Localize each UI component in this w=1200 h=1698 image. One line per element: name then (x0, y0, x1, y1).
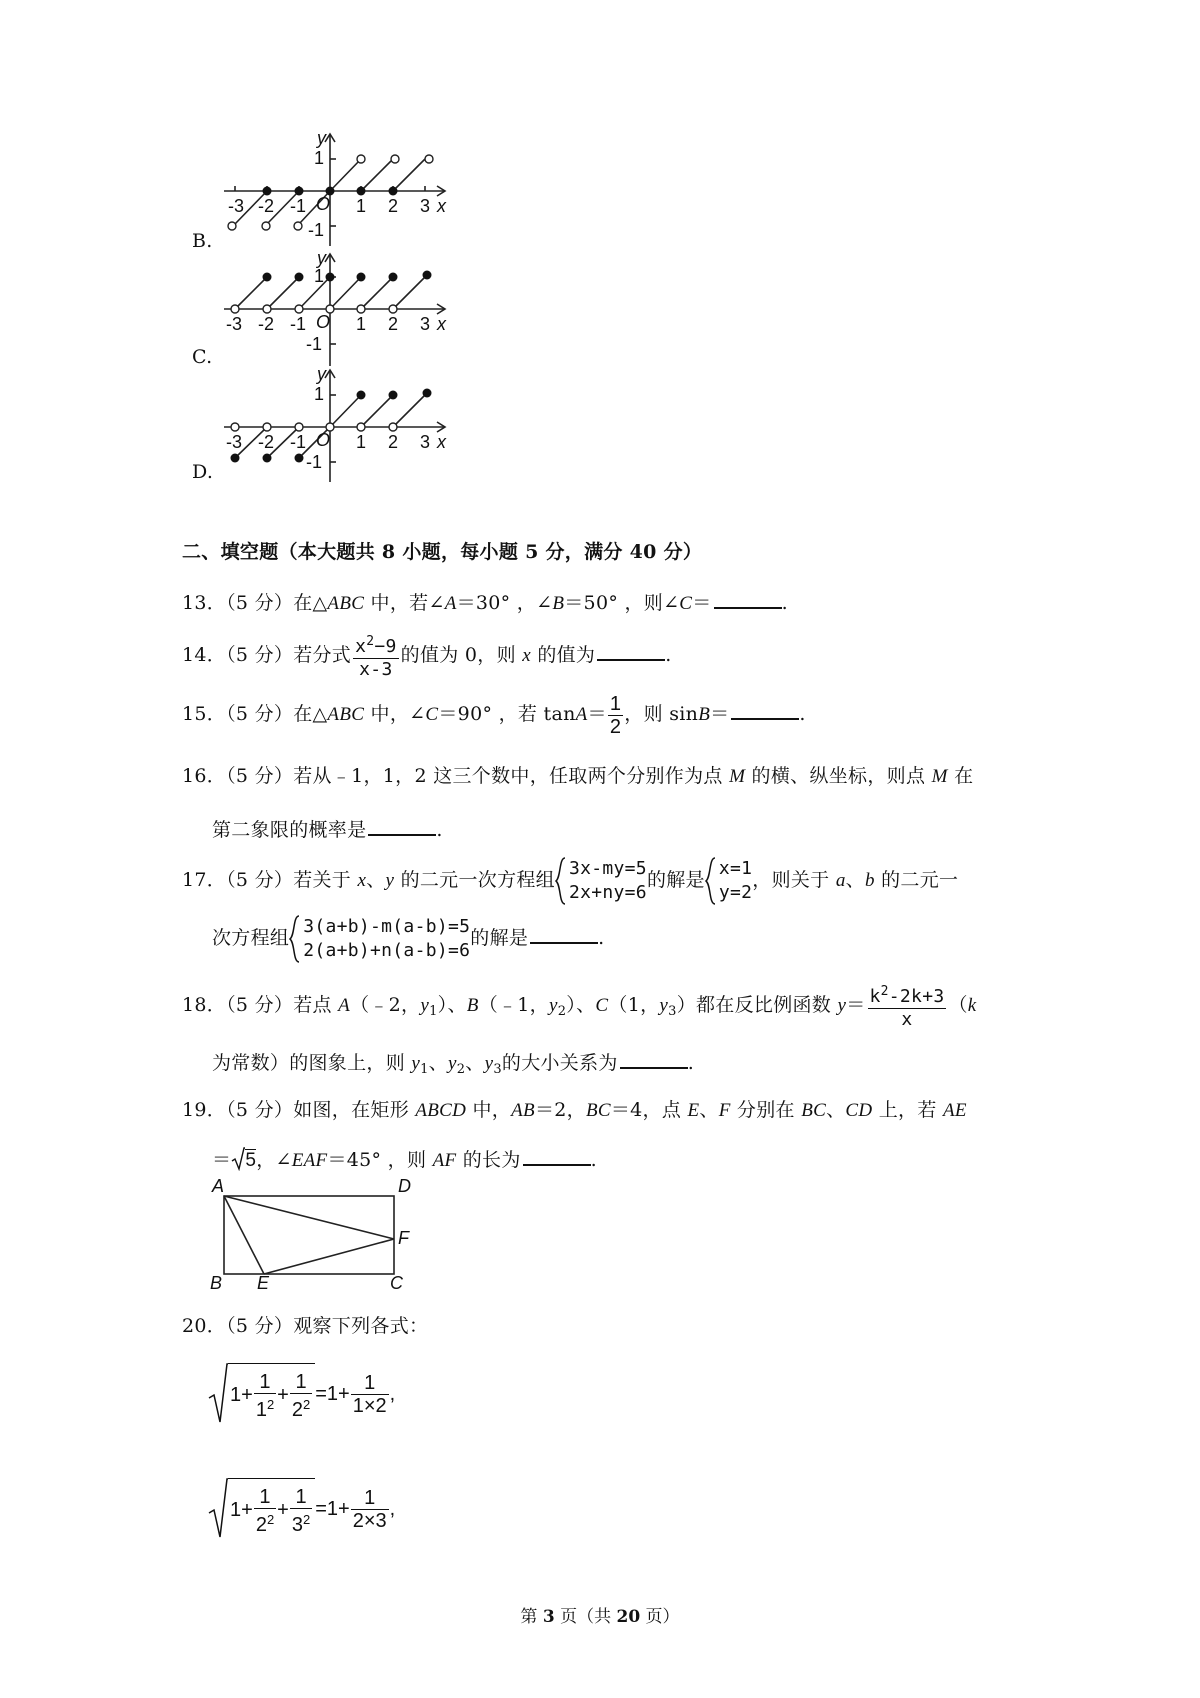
origin-label: O (316, 430, 331, 450)
section-title: 二、填空题（本大题共 8 小题，每小题 5 分，满分 40 分） (182, 541, 703, 563)
question-13: 13．（5 分）在△ABC 中，若∠A＝30° ，∠B＝50° ，则∠C＝ . (182, 585, 788, 618)
origin-label: O (316, 194, 331, 214)
y-tick-neg-one: -1 (306, 452, 323, 472)
rectangle-figure (200, 1175, 420, 1293)
fraction: $\frac{k^2-2k+3}{x}$ (868, 981, 947, 1031)
origin-label: O (316, 312, 331, 332)
answer-blank (620, 1045, 688, 1069)
y-tick-one: 1 (314, 266, 325, 286)
answer-blank (523, 1142, 591, 1166)
vertex-f-label: F (398, 1228, 409, 1248)
tick-label: 2 (388, 432, 399, 452)
tick-label: -1 (290, 196, 307, 216)
question-16-line-1: 16．（5 分）若从﹣1，1，2 这三个数中，任取两个分别作为点 M 的横、纵坐标，则点 M 在 (182, 765, 974, 787)
question-16-line-2: 第二象限的概率是 . (212, 812, 443, 844)
question-20: 20．（5 分）观察下列各式： (182, 1315, 429, 1337)
tick-label: -3 (226, 432, 243, 452)
answer-blank (731, 696, 799, 720)
formula-2: 1+ $\frac{1}{2^2}$ + $\frac{1}{3^2}$ =1+ $\frac{1}{2\times 3}$ , (208, 1477, 395, 1541)
tick-label: -1 (290, 314, 307, 334)
tick-label: -3 (226, 314, 243, 334)
question-17-line-1: 17．（5 分）若关于 x、y 的二元一次方程组 3x-my=5 2x+ny=6 的解是 x=1 y=2 ，则关于 a、b 的二元一 (182, 858, 959, 903)
y-tick-one: 1 (314, 148, 325, 168)
tick-label: -2 (258, 314, 275, 334)
tick-label: 1 (356, 196, 367, 216)
x-axis-label: x (437, 196, 446, 216)
tick-label: -3 (228, 196, 245, 216)
tick-label: 3 (420, 432, 431, 452)
question-14: 14．（5 分）若分式 $\frac{x^2-9}{x-3}$ 的值为 0，则 x 的值为 . (182, 630, 672, 680)
vertex-b-label: B (210, 1273, 223, 1293)
vertex-a-label: A (212, 1176, 225, 1196)
question-18-line-1: 18．（5 分）若点 A（﹣2，$y_1$）、B（﹣1，$y_2$）、C（1，$y_3$）都在反比例函数 y＝ $\frac{k^2-2k+3}{x}$ （k (182, 980, 977, 1030)
fraction: $\frac{x^2-9}{x-3}$ (353, 631, 399, 681)
solution-system: x=1 y=2 (705, 857, 752, 905)
question-17-line-2: 次方程组 3(a+b)-m(a-b)=5 2(a+b)+n(a-b)=6 的解是 . (212, 916, 605, 961)
equation-system-ab: 3(a+b)-m(a-b)=5 2(a+b)+n(a-b)=6 (289, 915, 470, 963)
tick-label: 1 (356, 314, 367, 334)
tick-label: -1 (290, 432, 307, 452)
graph-b (220, 128, 450, 250)
sqrt-5: 5 (231, 1146, 256, 1175)
question-18-line-2: 为常数）的图象上，则 $y_1$、$y_2$、$y_3$的大小关系为 . (212, 1045, 694, 1084)
vertex-e-label: E (257, 1273, 270, 1293)
option-d-label: D. (192, 461, 214, 483)
option-c-label: C. (192, 346, 213, 368)
tick-label: -2 (258, 196, 275, 216)
equation-system: 3x-my=5 2x+ny=6 (555, 857, 647, 905)
graph-c (220, 248, 450, 370)
fraction: $\frac{1}{2}$ (609, 692, 622, 738)
x-axis-label: x (437, 314, 446, 334)
tick-label: 2 (388, 314, 399, 334)
y-axis-label: y (317, 248, 326, 268)
formula-1: 1+ $\frac{1}{1^2}$ + $\frac{1}{2^2}$ =1+ $\frac{1}{1\times 2}$ , (208, 1362, 395, 1426)
vertex-c-label: C (390, 1273, 403, 1293)
graph-d (220, 364, 450, 486)
y-tick-one: 1 (314, 384, 325, 404)
answer-blank (597, 637, 665, 661)
tick-label: 2 (388, 196, 399, 216)
tick-label: -2 (258, 432, 275, 452)
question-19-line-2: ＝ 5，∠EAF＝45° ，则 AF 的长为 . (212, 1142, 597, 1175)
tick-label: 3 (420, 196, 431, 216)
option-b-label: B. (192, 230, 213, 252)
answer-blank (714, 585, 782, 609)
x-axis-label: x (437, 432, 446, 452)
page-footer: 第 3 页（共 20 页） (520, 1607, 680, 1627)
question-15: 15．（5 分）在△ABC 中，∠C＝90° ，若 tanA＝ $\frac{1}{2}$ ，则 sinB＝ . (182, 692, 806, 738)
answer-blank (368, 812, 436, 836)
tick-label: 1 (356, 432, 367, 452)
y-axis-label: y (317, 364, 326, 384)
question-19-line-1: 19．（5 分）如图，在矩形 ABCD 中，AB＝2，BC＝4，点 E、F 分别在 BC、CD 上，若 AE (182, 1099, 967, 1121)
tick-label: 3 (420, 314, 431, 334)
vertex-d-label: D (398, 1176, 411, 1196)
y-tick-neg-one: -1 (308, 220, 325, 240)
answer-blank (530, 920, 598, 944)
y-axis-label: y (317, 128, 326, 148)
y-tick-neg-one: -1 (306, 334, 323, 354)
